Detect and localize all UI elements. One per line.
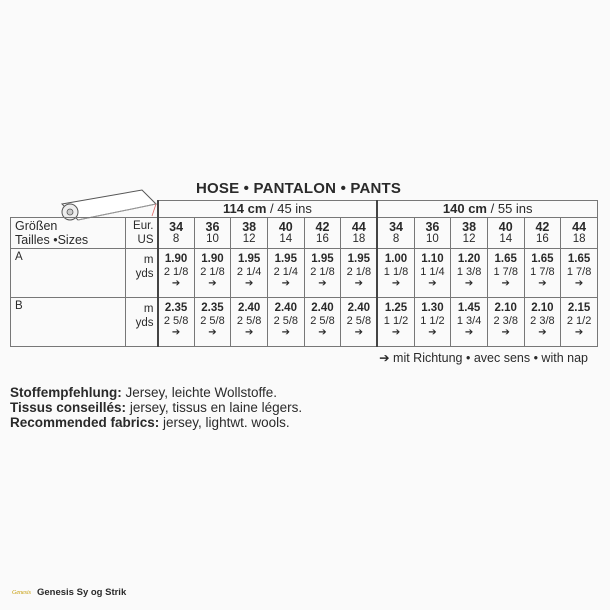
nap-arrow-icon: ➔ [391,327,401,338]
brand-logo: Genesis [12,589,31,596]
row-unit-a: m yds [126,249,158,298]
yards-value: 1 7/8 [493,266,518,278]
meters-value: 1.25 [384,302,408,314]
yardage-cell [561,249,598,298]
size-header-cell [194,218,231,249]
row-unit-b: m yds [126,298,158,347]
size-us: 14 [499,233,513,245]
nap-arrow-icon: ➔ [391,278,401,289]
size-us: 8 [172,233,180,245]
meters-value: 2.10 [494,302,517,314]
yards-value: 1 3/8 [456,266,482,278]
size-header-cell [341,218,378,249]
row-label-a: A [11,249,126,298]
size-us: 14 [279,233,293,245]
yardage-cell [158,298,195,347]
corner-cell [11,201,158,218]
meters-value: 1.90 [201,253,224,265]
nap-arrow-icon: ➔ [501,327,510,338]
meters-value: 2.35 [164,302,188,314]
nap-arrow-icon: ➔ [171,278,181,289]
meters-value: 1.20 [457,253,481,265]
meters-value: 1.95 [347,253,371,265]
meters-value: 2.10 [531,302,554,314]
size-us: 18 [572,233,586,245]
size-eur: 34 [389,220,403,234]
size-eur: 44 [351,220,366,234]
yardage-cell [451,298,488,347]
size-eur: 42 [315,220,330,234]
nap-arrow-icon: ➔ [281,327,290,338]
size-header-cell [267,218,304,249]
brand-name: Genesis Sy og Strik [37,587,127,598]
size-header-cell [377,218,414,249]
yardage-cell [524,249,561,298]
size-us: 12 [462,233,476,245]
yards-value: 2 1/8 [346,266,372,278]
yardage-cell [267,298,304,347]
yards-value: 2 1/8 [310,266,335,278]
yardage-cell [158,249,195,298]
size-eur: 38 [462,220,477,234]
recommend-line-fr: Tissus conseillés: jersey, tissus en laine légers. [10,400,303,415]
size-header-cell [231,218,268,249]
recommend-line-de: Stoffempfehlung: Jersey, leichte Wollstoffe. [10,385,278,400]
nap-arrow-icon: ➔ [538,278,547,289]
meters-value: 1.65 [567,253,591,265]
row-label-b: B [11,298,126,347]
yards-value: 2 5/8 [346,315,372,327]
meters-value: 1.30 [421,302,444,314]
nap-arrow-icon: ➔ [354,327,364,338]
meters-value: 2.35 [201,302,224,314]
meters-value: 2.40 [347,302,371,314]
size-us: 8 [392,233,400,245]
nap-arrow-icon: ➔ [354,278,364,289]
yards-value: 2 3/8 [530,315,555,327]
yardage-cell [231,298,268,347]
yardage-chart [10,200,598,347]
size-header-cell [414,218,451,249]
nap-arrow-icon: ➔ [574,278,584,289]
yards-value: 2 5/8 [236,315,262,327]
size-header-cell [158,218,195,249]
yards-value: 1 3/4 [456,315,482,327]
nap-arrow-icon: ➔ [208,278,217,289]
nap-arrow-icon: ➔ [428,278,437,289]
recommended-fabrics [10,385,302,430]
meters-value: 1.00 [384,253,408,265]
nap-arrow-icon: ➔ [281,278,290,289]
meters-value: 1.10 [421,253,444,265]
yards-value: 2 1/4 [273,266,299,278]
nap-arrow-icon: ➔ [464,327,474,338]
meters-value: 1.90 [164,253,188,265]
yards-value: 1 1/8 [383,266,409,278]
yardage-cell [341,249,378,298]
recommend-line-en: Recommended fabrics: jersey, lightwt. wools. [10,415,290,430]
size-eur: 36 [205,220,220,234]
yards-value: 1 1/2 [383,315,409,327]
meters-value: 2.40 [274,302,297,314]
yards-value: 2 1/4 [236,266,262,278]
yardage-cell [377,298,414,347]
yardage-cell [304,298,341,347]
yards-value: 2 1/2 [566,315,592,327]
meters-value: 2.40 [311,302,334,314]
pattern-title: HOSE • PANTALON • PANTS [196,180,402,197]
meters-value: 2.15 [567,302,591,314]
nap-arrow-icon: ➔ [208,327,217,338]
yardage-cell [487,298,524,347]
yardage-cell [524,298,561,347]
yards-value: 2 5/8 [200,315,225,327]
yardage-cell [414,298,451,347]
yardage-cell [377,249,414,298]
nap-note: ➔ mit Richtung • avec sens • with nap [379,351,588,365]
yards-value: 2 5/8 [163,315,189,327]
meters-value: 1.65 [494,253,517,265]
size-unit-label: Eur. US [126,218,158,249]
size-header-cell [487,218,524,249]
yardage-cell [414,249,451,298]
nap-arrow-icon: ➔ [574,327,584,338]
nap-arrow-icon: ➔ [244,327,254,338]
yards-value: 1 7/8 [566,266,592,278]
width-114-header: 114 cm / 45 ins [158,201,378,218]
size-eur: 34 [169,220,184,234]
meters-value: 1.65 [531,253,554,265]
yards-value: 2 5/8 [273,315,299,327]
sizes-label: Größen Tailles •Sizes [11,218,126,249]
meters-value: 1.95 [311,253,334,265]
yardage-cell [561,298,598,347]
size-eur: 44 [572,220,587,234]
width-140-header: 140 cm / 55 ins [377,201,597,218]
yards-value: 2 5/8 [310,315,335,327]
size-eur: 36 [425,220,440,234]
yards-value: 1 1/4 [420,266,445,278]
meters-value: 2.40 [237,302,261,314]
footer [12,587,126,598]
size-header-cell [524,218,561,249]
size-us: 16 [316,233,329,245]
nap-arrow-icon: ➔ [501,278,510,289]
yardage-cell [487,249,524,298]
nap-arrow-icon: ➔ [464,278,474,289]
yardage-cell [341,298,378,347]
yardage-cell [194,298,231,347]
meters-value: 1.95 [237,253,261,265]
yards-value: 2 1/8 [200,266,225,278]
size-eur: 40 [278,220,293,234]
meters-value: 1.95 [274,253,297,265]
yardage-cell [304,249,341,298]
yards-value: 1 1/2 [420,315,445,327]
size-us: 18 [352,233,366,245]
nap-arrow-icon: ➔ [318,327,327,338]
size-us: 10 [206,233,219,245]
size-header-cell [451,218,488,249]
size-us: 12 [242,233,256,245]
nap-arrow-icon: ➔ [244,278,254,289]
yardage-cell [267,249,304,298]
size-header-cell [304,218,341,249]
nap-arrow-icon: ➔ [171,327,181,338]
size-eur: 40 [498,220,513,234]
yardage-cell [194,249,231,298]
size-eur: 38 [242,220,257,234]
meters-value: 1.45 [457,302,481,314]
yards-value: 1 7/8 [530,266,555,278]
yardage-cell [451,249,488,298]
yardage-cell [231,249,268,298]
nap-arrow-icon: ➔ [428,327,437,338]
yards-value: 2 3/8 [493,315,518,327]
size-header-cell [561,218,598,249]
size-eur: 42 [535,220,550,234]
nap-arrow-icon: ➔ [538,327,547,338]
yards-value: 2 1/8 [163,266,189,278]
nap-arrow-icon: ➔ [318,278,327,289]
yardage-table [10,200,598,347]
size-us: 10 [426,233,439,245]
size-us: 16 [535,233,549,245]
